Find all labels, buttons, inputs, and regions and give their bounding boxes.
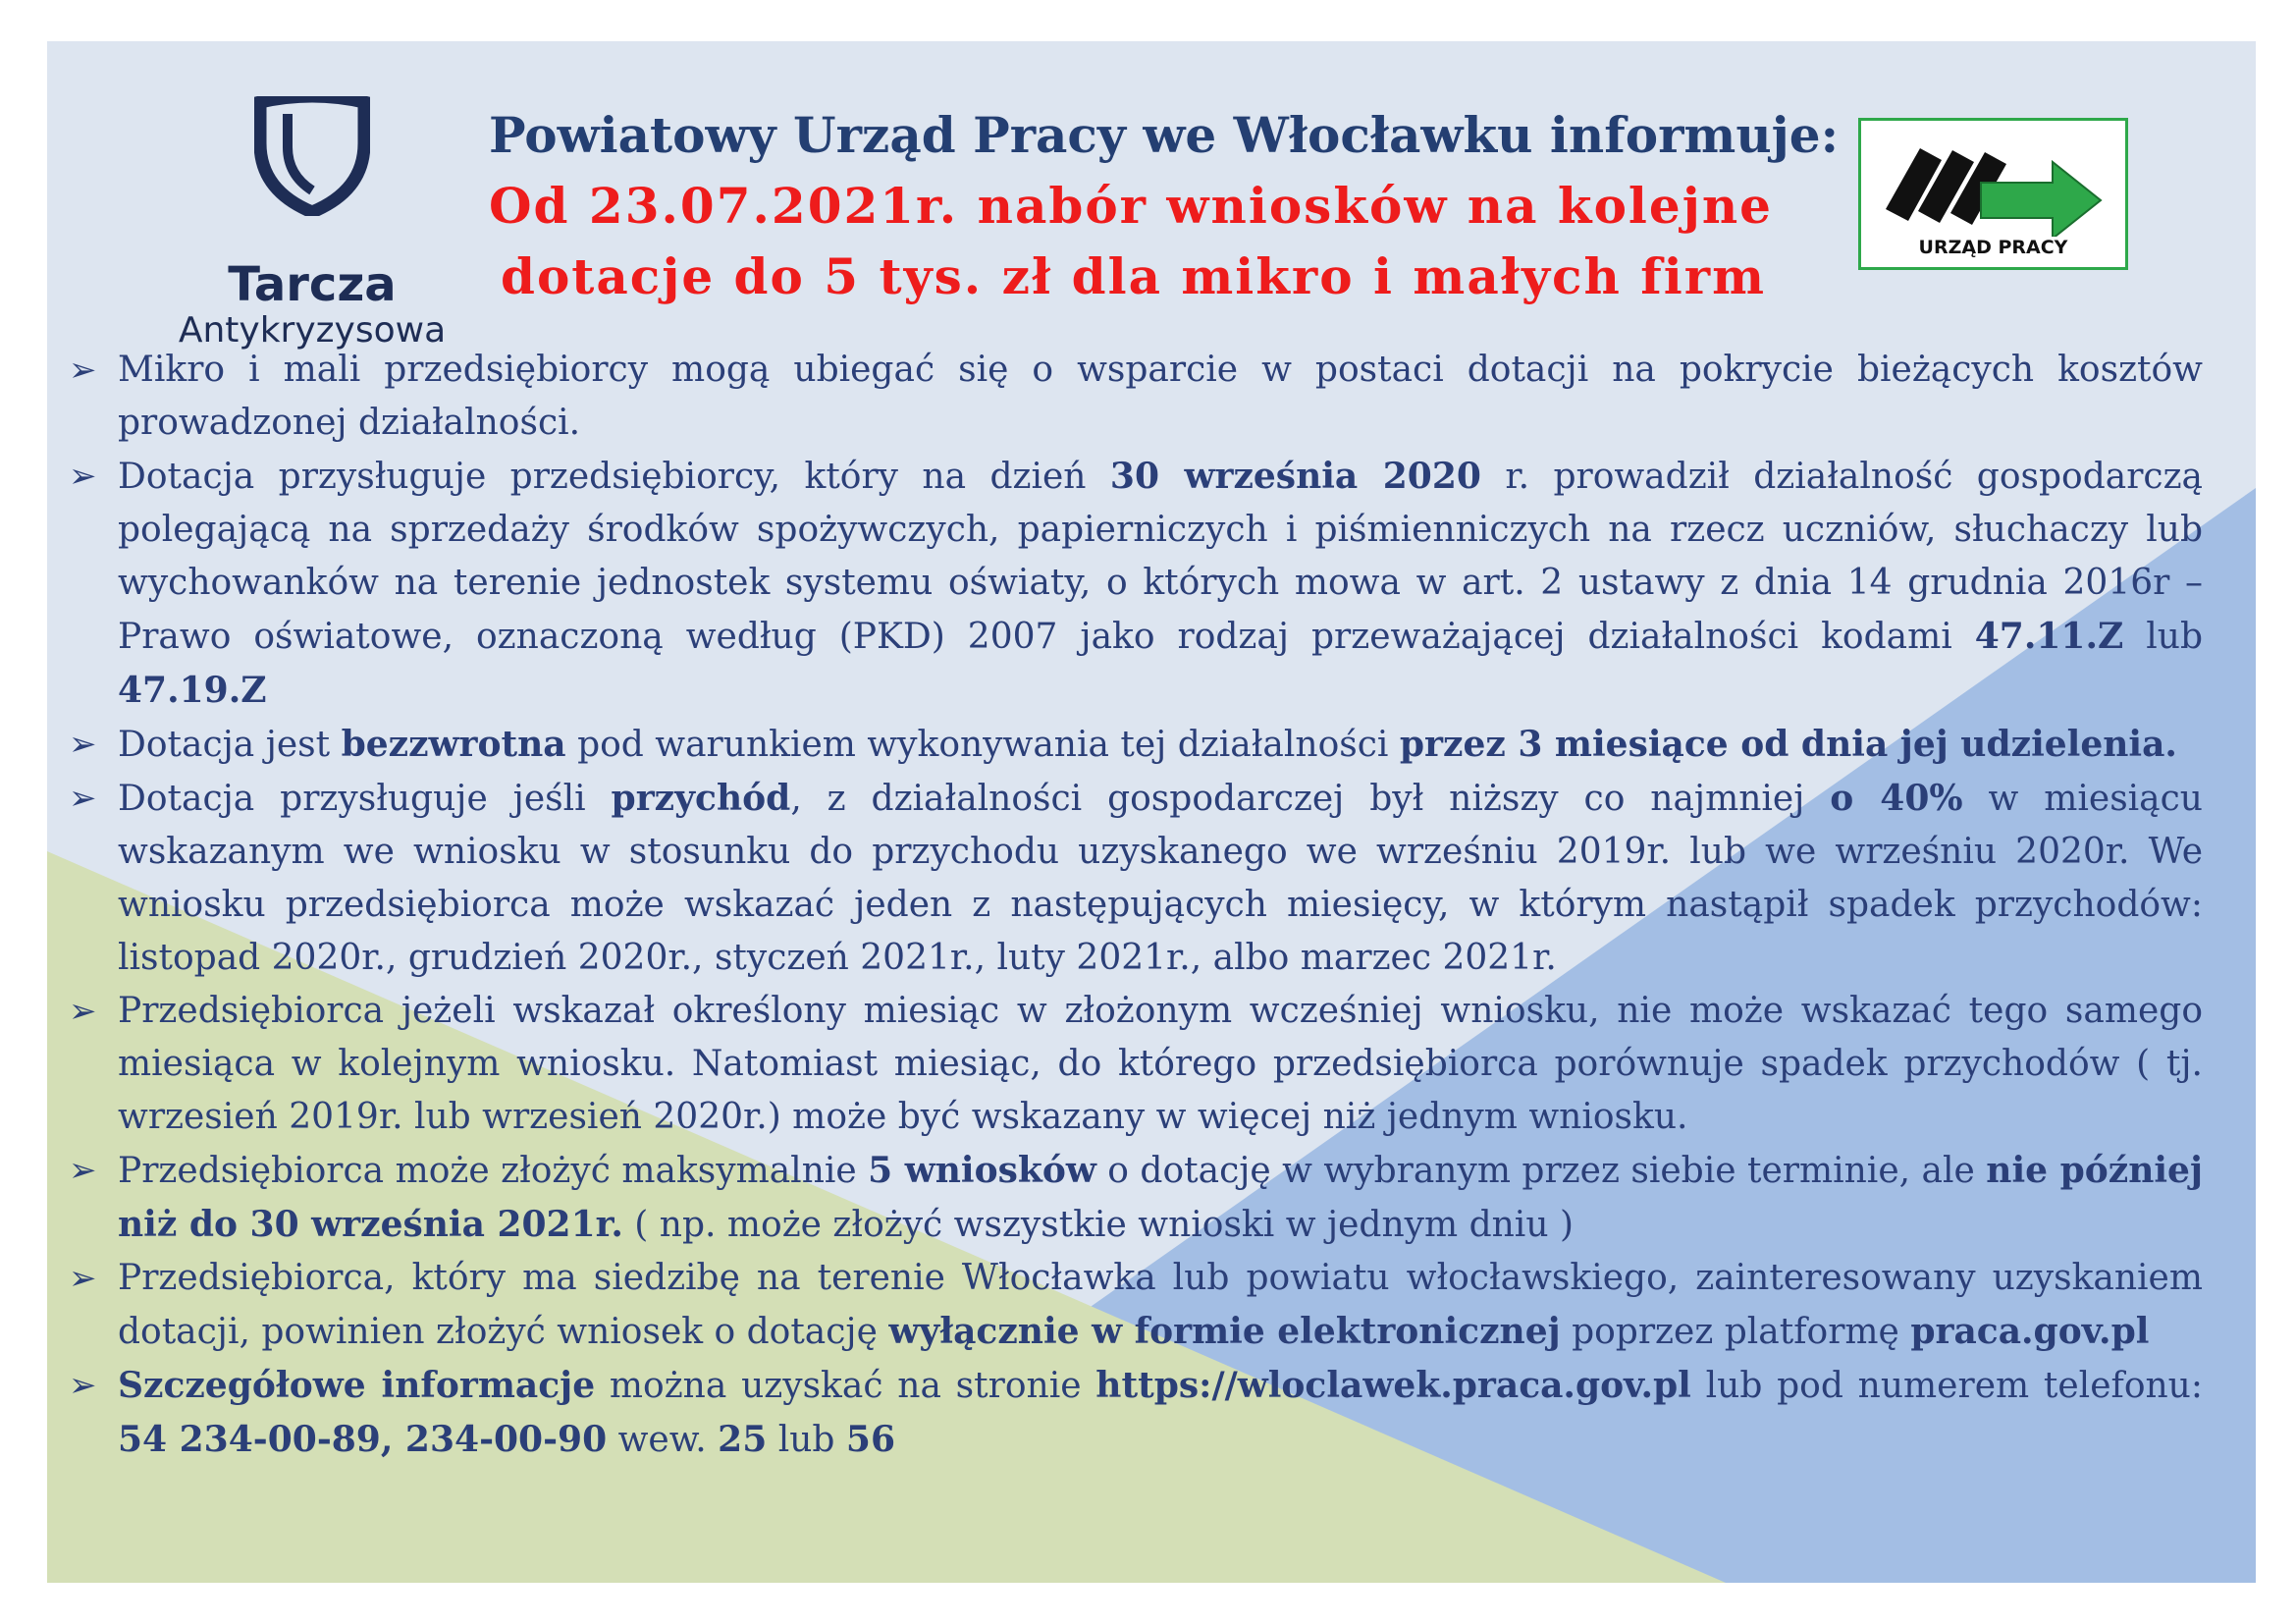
bullet-item: [67, 1359, 2203, 1467]
bullet-text: Przedsiębiorca, który ma siedzibę na terenie Włocławka lub powiatu włocławskiego, zainteresowany uzyskaniem dotacji, powinien złożyć wniosek o dotację: [118, 1258, 2203, 1352]
bullet-item: [67, 772, 2203, 985]
bullet-emphasis: nie później niż do 30 września 2021r.: [118, 1150, 2203, 1245]
bullet-text: wew.: [607, 1420, 719, 1460]
bullet-text: można uzyskać na stronie: [595, 1366, 1096, 1406]
bullet-emphasis: wyłącznie w formie elektronicznej: [888, 1311, 1561, 1352]
bullet-text: lub: [2123, 617, 2204, 657]
bullet-item: [67, 985, 2203, 1144]
heading: [489, 100, 1932, 312]
bullet-text: Przedsiębiorca może złożyć maksymalnie: [118, 1151, 869, 1191]
bullet-emphasis: bezzwrotna: [341, 724, 566, 765]
bullet-emphasis: 47.11.Z: [1974, 616, 2124, 657]
bullet-text: lub: [767, 1420, 846, 1460]
info-bullet-list: [67, 344, 2203, 1467]
urzad-pracy-logo: [1858, 118, 2128, 270]
poster: [47, 41, 2256, 1583]
bullet-emphasis: przychód: [611, 778, 791, 819]
bullet-text: o dotację w wybranym przez siebie terminie, ale: [1095, 1151, 1987, 1191]
bullet-text: Dotacja przysługuje przedsiębiorcy, który na dzień: [118, 457, 1110, 497]
bullet-emphasis: o 40%: [1830, 778, 1963, 819]
urzad-pracy-label: URZĄD PRACY: [1918, 237, 2068, 258]
bullet-emphasis: Szczegółowe informacje: [118, 1365, 596, 1406]
bullet-text: lub pod numerem telefonu:: [1690, 1366, 2204, 1406]
bullet-item: [67, 718, 2203, 772]
bullet-emphasis: 5 wniosków: [868, 1150, 1096, 1191]
bullet-text: r. prowadził działalność gospodarczą polegającą na sprzedaży środków spożywczych, papierniczych i piśmienniczych na rzecz uczniów, słuchaczy lub wychowanków na terenie jednostek systemu oświaty, o których mowa w art. 2 ustawy z dnia 14 grudnia 2016r – Prawo oświatowe, oznaczoną według (PKD) 2007 jako rodzaj przeważającej działalności kodami: [118, 457, 2204, 657]
bullet-item: [67, 450, 2203, 718]
bullet-text: ( np. może złożyć wszystkie wnioski w jednym dniu ): [622, 1205, 1574, 1245]
urzad-pracy-logo-icon: [1881, 129, 2107, 237]
arrow-bullet-icon: ➢: [69, 457, 97, 496]
arrow-bullet-icon: ➢: [69, 725, 97, 764]
bullet-emphasis: https://wloclawek.praca.gov.pl: [1095, 1365, 1691, 1406]
tarcza-antykryzysowa-logo: [145, 96, 479, 351]
bullet-text: poprzez platformę: [1560, 1312, 1911, 1352]
bullet-item: [67, 1144, 2203, 1252]
bullet-text: Dotacja przysługuje jeśli: [118, 779, 612, 819]
bullet-emphasis: 25: [718, 1419, 768, 1460]
arrow-bullet-icon: ➢: [69, 1259, 97, 1298]
arrow-bullet-icon: ➢: [69, 992, 97, 1031]
bullet-item: [67, 344, 2203, 450]
arrow-bullet-icon: ➢: [69, 1151, 97, 1190]
arrow-bullet-icon: ➢: [69, 779, 97, 818]
bullet-item: [67, 1252, 2203, 1359]
headline-line-1: Od 23.07.2021r. nabór wniosków na kolejne: [489, 177, 1773, 235]
bullet-emphasis: 30 września 2020: [1109, 456, 1481, 497]
bullet-emphasis: przez 3 miesiące od dnia jej udzielenia.: [1399, 724, 2177, 765]
bullet-text: Dotacja jest: [118, 725, 342, 765]
bullet-text: Mikro i mali przedsiębiorcy mogą ubiegać się o wsparcie w postaci dotacji na pokrycie bieżących kosztów prowadzonej działalności.: [118, 350, 2203, 443]
bullet-emphasis: praca.gov.pl: [1910, 1311, 2150, 1352]
arrow-bullet-icon: ➢: [69, 351, 97, 390]
bullet-text: Przedsiębiorca jeżeli wskazał określony miesiąc w złożonym wcześniej wniosku, nie może wskazać tego samego miesiąca w kolejnym wniosku. Natomiast miesiąc, do którego przedsiębiorca porównuje spadek przychodów ( tj. wrzesień 2019r. lub wrzesień 2020r.) może być wskazany w więcej niż jednym wniosku.: [118, 991, 2203, 1137]
logo-subtitle: Antykryzysowa: [178, 310, 447, 351]
arrow-bullet-icon: ➢: [69, 1366, 97, 1405]
bullet-text: w miesiącu wskazanym we wniosku w stosunku do przychodu uzyskanego we wrześniu 2019r. lub we wrześniu 2020r. We wniosku przedsiębiorca może wskazać jeden z następujących miesięcy, w którym nastąpił spadek przychodów: listopad 2020r., grudzień 2020r., styczeń 2021r., luty 2021r., albo marzec 2021r.: [118, 779, 2203, 978]
headline-line-2: dotacje do 5 tys. zł dla mikro i małych firm: [501, 247, 1766, 305]
bullet-text: , z działalności gospodarczej był niższy co najmniej: [790, 779, 1831, 819]
bullet-emphasis: 56: [845, 1419, 896, 1460]
shield-icon: [254, 96, 370, 216]
logo-title: Tarcza: [228, 257, 397, 312]
org-announcement: Powiatowy Urząd Pracy we Włocławku informuje:: [489, 106, 1840, 164]
bullet-emphasis: 54 234-00-89, 234-00-90: [118, 1419, 608, 1460]
bullet-emphasis: 47.19.Z: [118, 670, 267, 711]
bullet-text: pod warunkiem wykonywania tej działalności: [565, 725, 1400, 765]
